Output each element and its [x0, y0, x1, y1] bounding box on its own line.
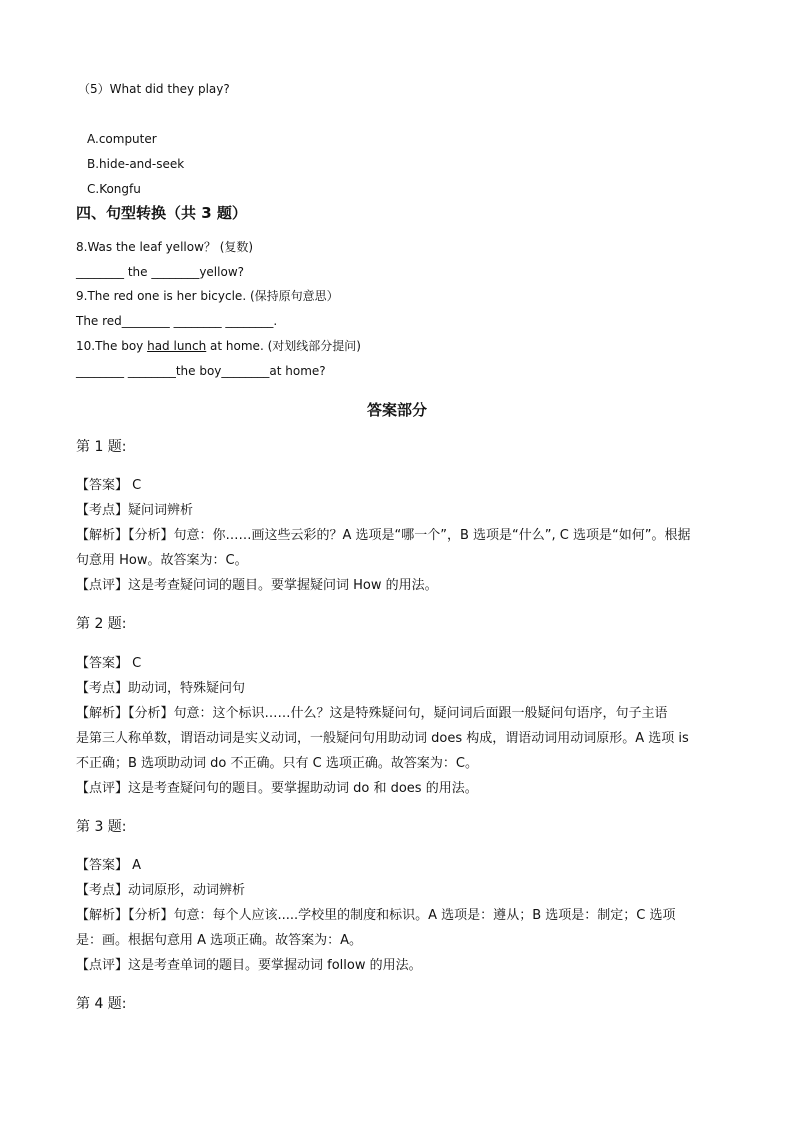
answer-1-analysis-line-1: 【解析】【分析】句意：你……画这些云彩的？A 选项是“哪一个”，B 选项是“什么”, C 选项是“如何”。根据 — [76, 528, 691, 543]
answer-2-analysis-line-2: 是第三人称单数，谓语动词是实义动词，一般疑问句用助动词 does 构成，谓语动词用动词原形。A 选项 is — [76, 731, 689, 746]
answer-2-analysis-line-1: 【解析】【分析】句意：这个标识……什么？这是特殊疑问句，疑问词后面跟一般疑问句语序，句子主语 — [76, 706, 668, 721]
answer-2-analysis-line-3: 不正确；B 选项助动词 do 不正确。只有 C 选项正确。故答案为：C。 — [76, 756, 478, 771]
answer-1-analysis-line-2: 句意用 How。故答案为：C。 — [76, 553, 248, 568]
answer-3-analysis-line-1: 【解析】【分析】句意：每个人应该.....学校里的制度和标识。A 选项是：遵从；B 选项是：制定；C 选项 — [76, 908, 676, 923]
question-5-option-c: C.Kongfu — [87, 182, 141, 196]
question-10-blank: ________ ________the boy________at home? — [76, 364, 326, 378]
question-9-blank: The red________ ________ ________. — [76, 314, 278, 328]
question-5-option-a: A.computer — [87, 132, 157, 146]
answer-3-heading: 第 3 题: — [76, 819, 127, 835]
question-8-blank: ________ the ________yellow? — [76, 265, 244, 279]
answer-3-comment: 【点评】这是考查单词的题目。要掌握动词 follow 的用法。 — [76, 958, 422, 973]
question-8-stem: 8.Was the leaf yellow？ (复数) — [76, 240, 254, 254]
answer-1-point: 【考点】疑问词辨析 — [76, 503, 194, 518]
answer-3-answer: 【答案】 A — [76, 858, 142, 873]
question-10-stem-after: at home. (对划线部分提问) — [206, 339, 361, 353]
section-4-title: 四、句型转换（共 3 题） — [76, 204, 247, 222]
answer-4-heading: 第 4 题: — [76, 996, 127, 1012]
answer-1-answer: 【答案】 C — [76, 478, 142, 493]
answer-1-heading: 第 1 题: — [76, 439, 127, 455]
answer-3-analysis-line-2: 是：画。根据句意用 A 选项正确。故答案为：A。 — [76, 933, 363, 948]
question-5-option-b: B.hide-and-seek — [87, 157, 185, 171]
question-10-underlined-phrase: had lunch — [147, 339, 207, 353]
answer-2-comment: 【点评】这是考查疑问句的题目。要掌握助动词 do 和 does 的用法。 — [76, 781, 478, 796]
answer-2-answer: 【答案】 C — [76, 656, 142, 671]
answer-2-point: 【考点】助动词，特殊疑问句 — [76, 681, 246, 696]
question-10-stem-before: 10.The boy — [76, 339, 148, 353]
question-5-stem: （5）What did they play? — [78, 82, 230, 96]
answers-title: 答案部分 — [366, 401, 427, 419]
answer-3-point: 【考点】动词原形，动词辨析 — [76, 883, 246, 898]
answer-1-comment: 【点评】这是考查疑问词的题目。要掌握疑问词 How 的用法。 — [76, 578, 438, 593]
question-10-stem — [76, 338, 361, 354]
question-9-stem: 9.The red one is her bicycle. (保持原句意思） — [76, 289, 339, 303]
answer-2-heading: 第 2 题: — [76, 616, 127, 632]
